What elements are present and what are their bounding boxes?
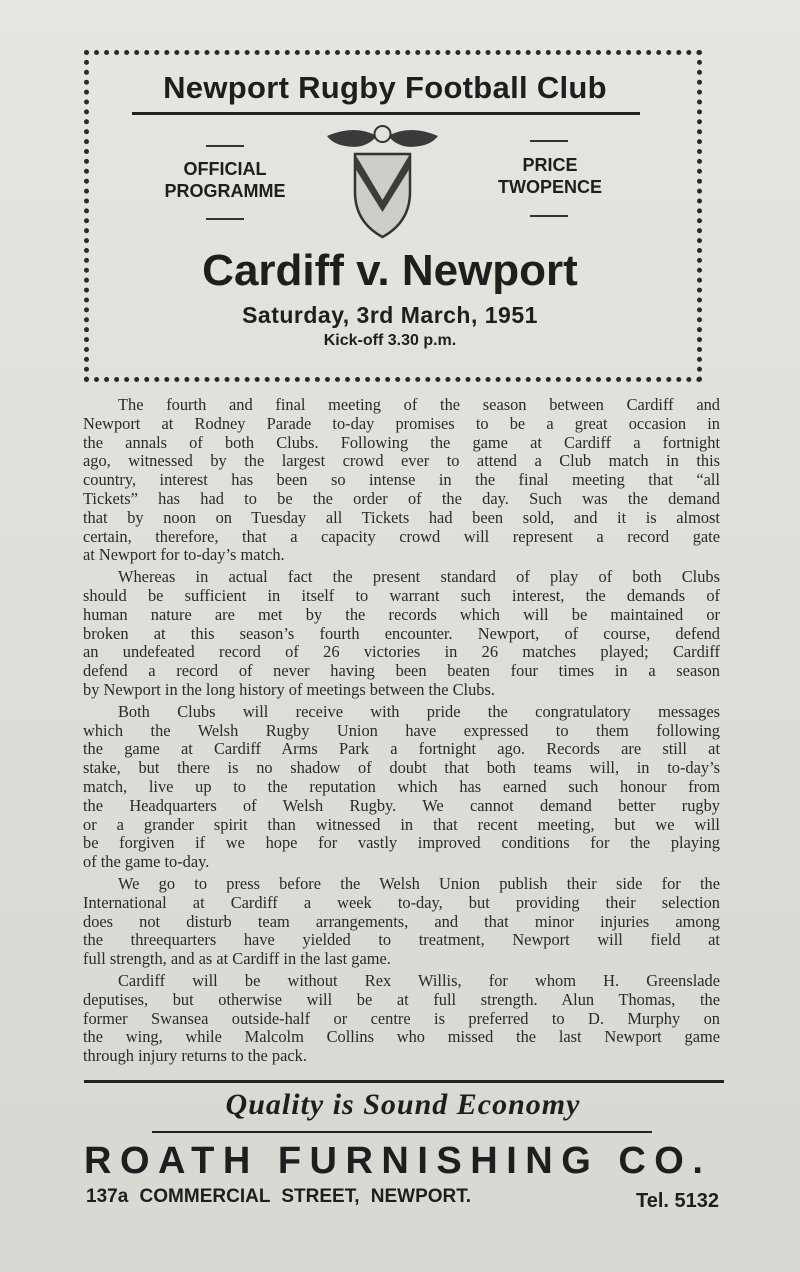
advert-company: ROATH FURNISHING CO. <box>84 1140 712 1182</box>
club-name: Newport Rugby Football Club <box>163 70 607 105</box>
text-line: that by noon on Tuesday all Tickets had been sold, and it is almost <box>83 507 720 527</box>
text-line: the annals of both Clubs. Following the game at Cardiff a fortnight <box>83 432 720 452</box>
paragraph <box>83 568 720 700</box>
article-body <box>83 396 720 1069</box>
paragraph <box>83 396 720 565</box>
label-line: PRICE <box>522 155 578 175</box>
text-line: the wing, while Malcolm Collins who missed the last Newport game <box>83 1027 720 1047</box>
text-line: at Newport for to-day’s match. <box>83 545 285 565</box>
text-line: by Newport in the long history of meetings between the Clubs. <box>83 679 495 699</box>
label-line: TWOPENCE <box>497 177 602 197</box>
advert-rule <box>84 1080 724 1083</box>
text-line: full strength, and as at Cardiff in the last game. <box>83 949 391 969</box>
text-line: the Headquarters of Welsh Rugby. We cannot demand better rugby <box>83 795 720 815</box>
paragraph <box>83 972 720 1066</box>
text-line: We go to press before the Welsh Union publish their side for the <box>118 873 720 893</box>
text-line: Cardiff will be without Rex Willis, for whom H. Greenslade <box>118 970 720 990</box>
label-line: PROGRAMME <box>164 181 286 201</box>
text-line: Whereas in actual fact the present standard of play of both Clubs <box>118 567 720 587</box>
text-line: be forgiven if we hope for vastly improved conditions for the playing <box>83 833 720 853</box>
text-line: Both Clubs will receive with pride the congratulatory messages <box>118 701 720 721</box>
text-line: the game at Cardiff Arms Park a fortnight ago. Records are still at <box>83 739 720 759</box>
text-line: certain, therefore, that a capacity crowd will represent a record gate <box>83 526 720 546</box>
text-line: ago, witnessed by the largest crowd ever to attend a Club match in this <box>83 451 720 471</box>
text-line: match, live up to the reputation which has earned such honour from <box>83 776 720 796</box>
text-line: an undefeated record of 26 victories in 26 matches played; Cardiff <box>83 642 720 662</box>
text-line: country, interest has been so intense in the final meeting that “all <box>83 470 720 490</box>
official-programme-label <box>150 158 300 202</box>
text-line: or a grander spirit than witnessed in that recent meeting, but we will <box>83 814 720 834</box>
text-line: broken at this season’s fourth encounter. Newport, of course, defend <box>83 623 720 643</box>
text-line: deputises, but otherwise will be at full strength. Alun Thomas, the <box>83 989 720 1009</box>
text-line: of the game to-day. <box>83 852 210 872</box>
paragraph <box>83 875 720 969</box>
divider <box>206 218 244 220</box>
match-title: Cardiff v. Newport <box>202 246 578 295</box>
advert-telephone: Tel. 5132 <box>636 1190 720 1212</box>
advert-address: 137a COMMERCIAL STREET, NEWPORT. <box>86 1186 472 1207</box>
text-line: former Swansea outside-half or centre is preferred to D. Murphy on <box>83 1008 720 1028</box>
text-line: defend a record of never having been beaten four times in a season <box>83 661 720 681</box>
paragraph <box>83 703 720 872</box>
text-line: does not disturb team arrangements, and that minor injuries among <box>83 911 720 931</box>
text-line: stake, but there is no shadow of doubt that both teams will, in to-day’s <box>83 758 720 778</box>
advert-slogan: Quality is Sound Economy <box>225 1088 581 1121</box>
text-line: International at Cardiff a week to-day, but providing their selection <box>83 892 720 912</box>
text-line: The fourth and final meeting of the season between Cardiff and <box>118 395 720 414</box>
price-label <box>475 154 625 198</box>
divider <box>530 140 568 142</box>
slogan-rule <box>152 1131 652 1133</box>
divider <box>206 145 244 147</box>
kickoff-time: Kick-off 3.30 p.m. <box>323 332 457 349</box>
club-crest-icon <box>325 122 440 240</box>
text-line: the threequarters have yielded to treatment, Newport will field at <box>83 930 720 950</box>
text-line: which the Welsh Rugby Union have expressed to them following <box>83 720 720 740</box>
text-line: should be sufficient in itself to warrant such interest, the demands of <box>83 585 720 605</box>
text-line: Newport at Rodney Parade to-day promises to be a great occasion in <box>83 413 720 433</box>
text-line: Tickets” has had to be the order of the day. Such was the demand <box>83 488 720 508</box>
text-line: human nature are met by the records which will be maintained or <box>83 604 720 624</box>
divider <box>530 215 568 217</box>
match-date: Saturday, 3rd March, 1951 <box>242 302 538 328</box>
label-line: OFFICIAL <box>183 159 267 179</box>
title-rule <box>132 112 640 115</box>
text-line: through injury returns to the pack. <box>83 1046 307 1066</box>
